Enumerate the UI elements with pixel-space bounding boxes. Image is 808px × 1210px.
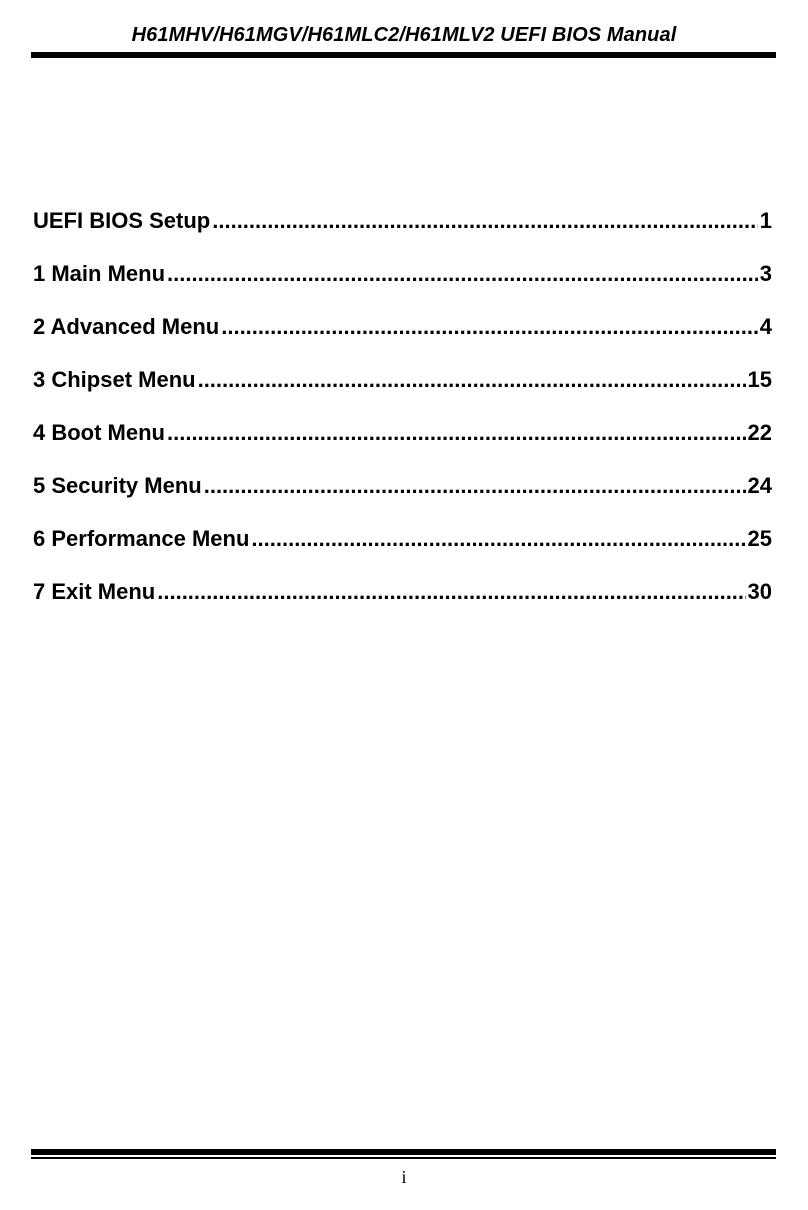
toc-entry-title: 1 Main Menu bbox=[33, 261, 166, 286]
toc-entry-security-menu[interactable] bbox=[33, 471, 772, 524]
toc-entry-page: 4 bbox=[759, 314, 772, 339]
footer-rule-thick bbox=[31, 1149, 776, 1155]
toc-entry-title: 7 Exit Menu bbox=[33, 579, 156, 604]
toc-entry-page: 1 bbox=[759, 208, 772, 233]
toc-entry-page: 3 bbox=[759, 261, 772, 286]
toc-entry-title: 5 Security Menu bbox=[33, 473, 202, 498]
table-of-contents bbox=[33, 206, 772, 630]
toc-entry-page: 24 bbox=[747, 473, 772, 498]
toc-entry-page: 30 bbox=[747, 579, 772, 604]
toc-entry-uefi-bios-setup[interactable] bbox=[33, 206, 772, 259]
toc-entry-exit-menu[interactable] bbox=[33, 577, 772, 630]
toc-dot-leader bbox=[212, 206, 758, 236]
toc-entry-title: UEFI BIOS Setup bbox=[33, 208, 211, 233]
toc-dot-leader bbox=[167, 259, 758, 289]
toc-entry-title: 4 Boot Menu bbox=[33, 420, 165, 445]
toc-dot-leader bbox=[157, 577, 745, 607]
toc-entry-chipset-menu[interactable] bbox=[33, 365, 772, 418]
footer-rule-thin bbox=[31, 1157, 776, 1159]
toc-dot-leader bbox=[167, 418, 746, 448]
toc-entry-advanced-menu[interactable] bbox=[33, 312, 772, 365]
toc-entry-page: 15 bbox=[747, 367, 772, 392]
page-number: i bbox=[401, 1167, 407, 1187]
toc-entry-title: 2 Advanced Menu bbox=[33, 314, 220, 339]
toc-dot-leader bbox=[251, 524, 745, 554]
toc-entry-performance-menu[interactable] bbox=[33, 524, 772, 577]
toc-dot-leader bbox=[204, 471, 746, 501]
toc-entry-main-menu[interactable] bbox=[33, 259, 772, 312]
toc-entry-title: 3 Chipset Menu bbox=[33, 367, 196, 392]
toc-entry-page: 25 bbox=[747, 526, 772, 551]
toc-dot-leader bbox=[198, 365, 746, 395]
toc-entry-title: 6 Performance Menu bbox=[33, 526, 250, 551]
toc-entry-boot-menu[interactable] bbox=[33, 418, 772, 471]
page-header-title: H61MHV/H61MGV/H61MLC2/H61MLV2 UEFI BIOS Manual bbox=[131, 24, 677, 46]
toc-entry-page: 22 bbox=[747, 420, 772, 445]
toc-dot-leader bbox=[221, 312, 758, 342]
header-rule bbox=[31, 52, 776, 58]
